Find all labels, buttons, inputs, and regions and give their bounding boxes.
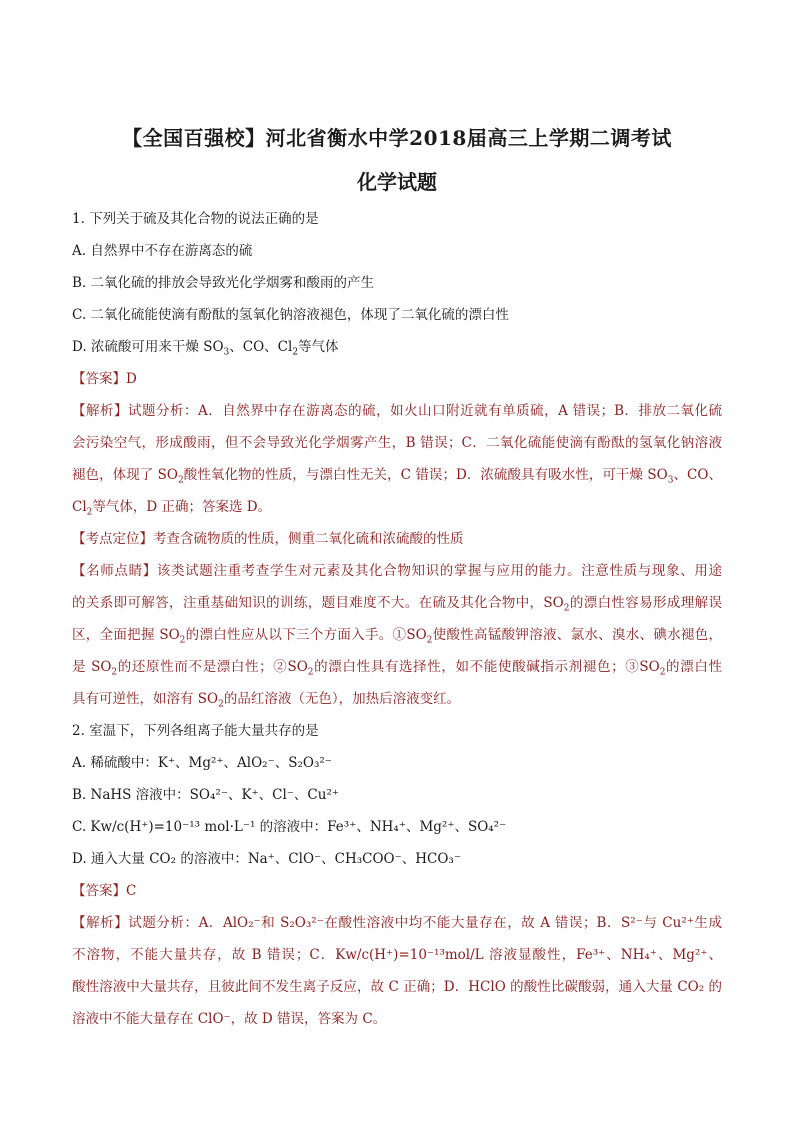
q1-option-a: A. 自然界中不存在游离态的硫 [72, 243, 253, 259]
q1-tip-line [72, 619, 722, 651]
tip-sub: 2 [218, 699, 224, 710]
analysis-text: 试题分析：A．AlO₂⁻和 S₂O₃²⁻在酸性溶液中均不能大量存在，故 A 错误；B．S²⁻与 Cu²⁺生成 [128, 915, 722, 931]
document-title: 【全国百强校】河北省衡水中学2018届高三上学期二调考试 [122, 126, 672, 150]
tip-text: 使酸性高锰酸钾溶液、氯水、溴水、碘水褪色， [432, 627, 722, 643]
tip-sub: 2 [307, 667, 314, 678]
analysis-text: 褪色，体现了 SO [72, 467, 178, 483]
q2-analysis-line: 酸性溶液中大量共存，且彼此间不发生离子反应，故 C 正确；D．HClO 的酸性比碳酸弱，通入大量 CO₂ 的 [72, 979, 722, 995]
q1-tip-line [72, 555, 722, 587]
q1-analysis-line: 会污染空气，形成酸雨，但不会导致光化学烟雾产生，B 错误；C．二氧化硫能使滴有酚酞的氢氧化钠溶液 [72, 435, 722, 451]
q2-option-a: A. 稀硫酸中：K⁺、Mg²⁺、AlO₂⁻、S₂O₃²⁻ [72, 755, 332, 771]
q1-tip-line [72, 587, 722, 619]
answer-tag: 【答案】 [72, 371, 126, 387]
q2-analysis-line [72, 907, 722, 939]
answer-value: C [126, 883, 137, 899]
tip-sub: 2 [659, 667, 666, 678]
q1-knowledge-point [72, 523, 722, 555]
tip-text: 的还原性而不是漂白性；②SO [117, 659, 308, 675]
q1-tip-line [72, 683, 722, 715]
q2-analysis-line: 不溶物，不能大量共存，故 B 错误；C．Kw/c(H⁺)=10⁻¹³mol/L 溶液显酸性，Fe³⁺、NH₄⁺、Mg²⁺、 [72, 947, 722, 963]
q2-option-c: C. Kw/c(H⁺)=10⁻¹³ mol·L⁻¹ 的溶液中：Fe³⁺、NH₄⁺、Mg²⁺、SO₄²⁻ [72, 819, 507, 835]
analysis-text: Cl [72, 499, 87, 515]
q1-d-text: 、CO、Cl [229, 339, 293, 355]
document-subtitle: 化学试题 [357, 170, 437, 194]
q1-answer [72, 363, 722, 395]
knowledge-tag: 【考点定位】 [72, 531, 153, 547]
analysis-text: 酸性氧化物的性质，与漂白性无关，C 错误；D．浓硫酸具有吸水性，可干燥 SO [183, 467, 668, 483]
tip-text: 的漂白性 [665, 659, 722, 675]
tip-text: 区，全面把握 SO [72, 627, 180, 643]
analysis-sub: 2 [86, 507, 93, 518]
analysis-text: 等气体，D 正确；答案选 D。 [92, 499, 272, 515]
q1-analysis-line [72, 491, 722, 523]
analysis-tag: 【解析】 [72, 403, 128, 419]
answer-value: D [126, 371, 137, 387]
q1-analysis-line [72, 459, 722, 491]
analysis-sub: 3 [667, 475, 674, 486]
tip-text: 的品红溶液（无色），加热后溶液变红。 [223, 691, 461, 707]
q1-d-text: 等气体 [298, 339, 339, 355]
q1-d-sub: 2 [292, 347, 299, 358]
q1-option-b: B. 二氧化硫的排放会导致光化学烟雾和酸雨的产生 [72, 275, 375, 291]
tip-tag: 【名师点睛】 [72, 563, 157, 579]
document-body [72, 203, 722, 1035]
answer-tag: 【答案】 [72, 883, 126, 899]
tip-sub: 2 [426, 635, 433, 646]
q1-tip-line [72, 651, 722, 683]
tip-text: 的关系即可解答，注重基础知识的训练，题目难度不大。在硫及其化合物中，SO [72, 595, 564, 611]
q2-option-b: B. NaHS 溶液中：SO₄²⁻、K⁺、Cl⁻、Cu²⁺ [72, 787, 339, 803]
tip-text: 具有可逆性，如溶有 SO [72, 691, 219, 707]
q1-d-sub: 3 [223, 347, 230, 358]
q1-option-d [72, 331, 722, 363]
tip-sub: 2 [179, 635, 186, 646]
analysis-sub: 2 [178, 475, 184, 486]
analysis-text: 、CO、 [673, 467, 722, 483]
tip-sub: 2 [563, 603, 570, 614]
q1-analysis-line [72, 395, 722, 427]
tip-sub: 2 [111, 667, 118, 678]
q1-stem: 1. 下列关于硫及其化合物的说法正确的是 [72, 211, 319, 227]
tip-text: 的漂白性具有选择性，如不能使酸碱指示剂褪色；③SO [313, 659, 660, 675]
q2-analysis-line: 溶液中不能大量存在 ClO⁻，故 D 错误，答案为 C。 [72, 1011, 387, 1027]
knowledge-text: 考查含硫物质的性质，侧重二氧化硫和浓硫酸的性质 [153, 531, 464, 547]
tip-text: 是 SO [72, 659, 112, 675]
q2-option-d: D. 通入大量 CO₂ 的溶液中：Na⁺、ClO⁻、CH₃COO⁻、HCO₃⁻ [72, 851, 461, 867]
q2-answer [72, 875, 722, 907]
analysis-text: 试题分析：A．自然界中存在游离态的硫，如火山口附近就有单质硫，A 错误；B．排放二氧化硫 [127, 403, 722, 419]
q1-option-c: C. 二氧化硫能使滴有酚酞的氢氧化钠溶液褪色，体现了二氧化硫的漂白性 [72, 307, 509, 323]
tip-text: 的漂白性容易形成理解误 [569, 595, 722, 611]
tip-text: 该类试题注重考查学生对元素及其化合物知识的掌握与应用的能力。注意性质与现象、用途 [156, 563, 722, 579]
analysis-tag: 【解析】 [72, 915, 129, 931]
q1-d-text: D. 浓硫酸可用来干燥 SO [72, 339, 224, 355]
q2-stem: 2. 室温下，下列各组离子能大量共存的是 [72, 723, 319, 739]
tip-text: 的漂白性应从以下三个方面入手。①SO [185, 627, 427, 643]
